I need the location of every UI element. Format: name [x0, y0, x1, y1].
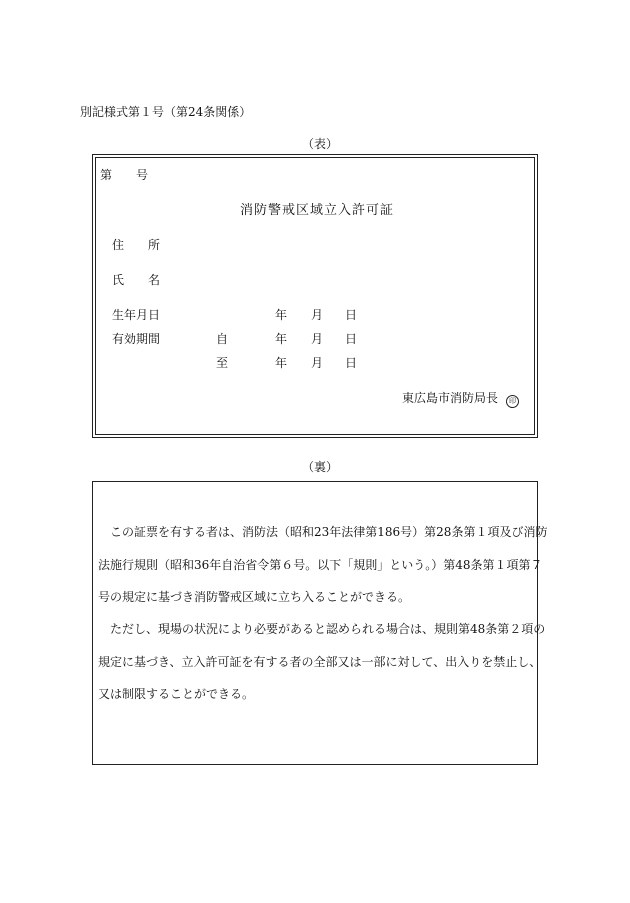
from-month: 月 — [311, 332, 324, 346]
seal-icon: 印 — [506, 395, 519, 408]
back-line-3: 号の規定に基づき消防警戒区域に立ち入ることができる。 — [98, 590, 411, 604]
permit-title: 消防警戒区域立入許可証 — [240, 203, 395, 218]
from-label: 自 — [216, 332, 229, 346]
address-label: 住 所 — [112, 238, 161, 252]
number-prefix: 第 — [100, 168, 113, 182]
birth-month: 月 — [311, 308, 324, 322]
number-suffix: 号 — [136, 168, 149, 182]
to-month: 月 — [311, 356, 324, 370]
from-day: 日 — [345, 332, 358, 346]
back-line-1: この証票を有する者は、消防法（昭和23年法律第186号）第28条第１項及び消防 — [98, 525, 548, 539]
to-label: 至 — [216, 356, 229, 370]
to-day: 日 — [345, 356, 358, 370]
name-label: 氏 名 — [112, 273, 161, 287]
front-label: （表） — [302, 137, 339, 151]
back-line-2: 法施行規則（昭和36年自治省令第６号。以下「規則」という。）第48条第１項第７ — [98, 558, 543, 572]
form-header: 別記様式第１号（第24条関係） — [80, 105, 252, 119]
issuer: 東広島市消防局長 — [402, 391, 499, 405]
back-label: （裏） — [302, 460, 339, 474]
back-line-6: 又は制限することができる。 — [98, 687, 255, 701]
birth-day: 日 — [345, 308, 358, 322]
back-line-5: 規定に基づき、立入許可証を有する者の全部又は一部に対して、出入りを禁止し、 — [98, 655, 542, 669]
birth-label: 生年月日 — [112, 308, 161, 322]
seal-mark — [506, 391, 519, 410]
validity-label: 有効期間 — [112, 332, 161, 346]
to-year: 年 — [275, 356, 288, 370]
from-year: 年 — [275, 332, 288, 346]
back-line-4: ただし、現場の状況により必要があると認められる場合は、規則第48条第２項の — [98, 622, 546, 636]
birth-year: 年 — [275, 308, 288, 322]
